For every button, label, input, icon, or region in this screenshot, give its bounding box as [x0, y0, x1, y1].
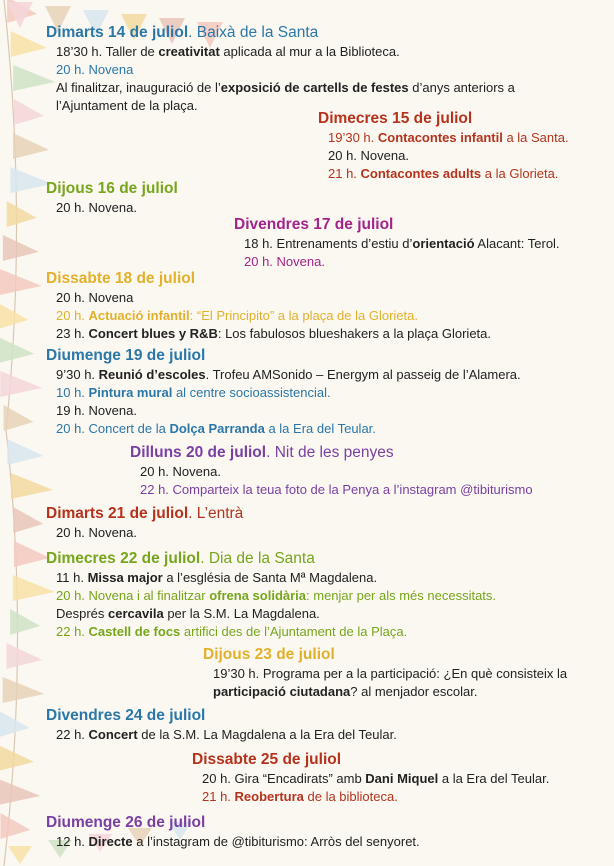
day-subtitle: . Baixà de la Santa [188, 24, 319, 41]
bunting-flag [0, 371, 42, 397]
event-line: 20 h. Actuació infantil: “El Principito” a la plaça de la Glorieta. [56, 308, 418, 323]
day-heading [203, 645, 583, 665]
day-date: Divendres 24 de juliol [46, 707, 206, 724]
event-line: 20 h. Novena. [56, 525, 137, 540]
event-line: 20 h. Novena [56, 62, 134, 77]
day-subtitle: . L’entrà [188, 505, 244, 522]
event-line: 12 h. Directe a l’instagram de @tibiturismo: Arròs del senyoret. [56, 834, 420, 849]
day-subtitle: . Nit de les penyes [266, 444, 394, 461]
event-line: 10 h. Pintura mural al centre socioassistencial. [56, 385, 331, 400]
day-heading [46, 23, 606, 43]
event-line: 20 h. Gira “Encadirats” amb Dani Miquel a la Era del Teular. [202, 771, 550, 786]
event-line: Després cercavila per la S.M. La Magdalena. [56, 606, 320, 621]
bunting-flag [10, 609, 40, 635]
day-heading [192, 750, 549, 770]
bunting-flag [0, 269, 42, 295]
day-date: Dissabte 18 de juliol [46, 270, 196, 287]
day-heading [46, 269, 491, 289]
day-date: Dimecres 22 de juliol [46, 550, 201, 567]
bunting-string [4, 0, 18, 866]
bunting-flag [11, 31, 47, 57]
day-date: Dissabte 25 de juliol [192, 751, 342, 768]
bunting-flag [0, 813, 30, 839]
event-line: 21 h. Reobertura de la biblioteca. [202, 789, 398, 804]
event-line: 20 h. Novena. [244, 254, 325, 269]
day-diumenge-19 [46, 346, 521, 438]
event-line: 9’30 h. Reunió d’escoles. Trofeu AMSonido – Energym al passeig de l’Alamera. [56, 367, 521, 382]
day-date: Diumenge 19 de juliol [46, 347, 206, 364]
bunting-flag [0, 337, 34, 363]
bunting-flag [8, 846, 32, 864]
event-line: 19’30 h. Programa per a la participació: ¿En què consisteix la participació ciutadana? al menjador escolar. [213, 666, 568, 699]
bunting-flag [14, 541, 50, 567]
day-dissabte-18 [46, 269, 491, 343]
bunting-flag [0, 745, 34, 771]
event-line: Al finalitzar, inauguració de l’exposició de cartells de festes d’anys anteriors a l’Ajuntament de la plaça. [56, 80, 515, 113]
day-heading [46, 346, 521, 366]
day-divendres-17 [234, 215, 560, 271]
bunting-flag [7, 439, 43, 465]
day-heading [46, 706, 397, 726]
day-heading [46, 549, 496, 569]
event-line: 22 h. Comparteix la teua foto de la Penya a l’instagram @tibiturismo [140, 482, 533, 497]
bunting-flag [3, 677, 45, 703]
event-line: 22 h. Castell de focs artifici des de l’Ajuntament de la Plaça. [56, 624, 408, 639]
bunting-flag [4, 405, 34, 431]
day-date: Dijous 23 de juliol [203, 646, 335, 663]
day-date: Dijous 16 de juliol [46, 180, 178, 197]
day-dissabte-25 [192, 750, 549, 806]
bunting-flag [13, 507, 43, 533]
event-line: 19 h. Novena. [56, 403, 137, 418]
event-line: 19’30 h. Contacontes infantil a la Santa. [328, 130, 569, 145]
day-heading [318, 109, 569, 129]
bunting-flag [0, 779, 40, 805]
day-heading [46, 813, 420, 833]
bunting-flag [13, 133, 49, 159]
bunting-flag [6, 643, 42, 669]
event-line: 21 h. Contacontes adults a la Glorieta. [328, 166, 559, 181]
day-dilluns-20 [130, 443, 533, 499]
day-divendres-24 [46, 706, 397, 744]
day-date: Dilluns 20 de juliol [130, 444, 267, 461]
day-dijous-16 [46, 179, 178, 217]
day-dimecres-22 [46, 549, 496, 641]
bunting-flag [11, 473, 53, 499]
event-line: 20 h. Novena i al finalitzar ofrena solidària: menjar per als més necessitats. [56, 588, 497, 603]
day-heading [234, 215, 560, 235]
day-subtitle: . Dia de la Santa [200, 550, 315, 567]
day-dimarts-21 [46, 504, 243, 542]
bunting-flag [7, 201, 37, 227]
day-diumenge-26 [46, 813, 420, 851]
day-dimarts-14 [46, 23, 606, 115]
day-date: Diumenge 26 de juliol [46, 814, 206, 831]
day-date: Divendres 17 de juliol [234, 216, 394, 233]
day-date: Dimecres 15 de juliol [318, 110, 473, 127]
event-line: 20 h. Concert de la Dolça Parranda a la Era del Teular. [56, 421, 376, 436]
event-line: 20 h. Novena. [56, 200, 137, 215]
event-line: 18’30 h. Taller de creativitat aplicada al mur a la Biblioteca. [56, 44, 400, 59]
event-line: 20 h. Novena [56, 290, 134, 305]
event-line: 23 h. Concert blues y R&B: Los fabulosos blueshakers a la plaça Glorieta. [56, 326, 492, 341]
event-line: 18 h. Entrenaments d’estiu d’orientació Alacant: Terol. [244, 236, 560, 251]
day-dimecres-15 [318, 109, 569, 183]
bunting-flag [14, 99, 44, 125]
day-heading [46, 504, 243, 524]
event-line: 11 h. Missa major a l’església de Santa Mª Magdalena. [56, 570, 378, 585]
day-date: Dimarts 21 de juliol [46, 505, 189, 522]
event-line: 20 h. Novena. [140, 464, 221, 479]
day-heading [130, 443, 533, 463]
day-date: Dimarts 14 de juliol [46, 24, 189, 41]
event-line: 22 h. Concert de la S.M. La Magdalena a la Era del Teular. [56, 727, 397, 742]
day-heading [46, 179, 178, 199]
bunting-flag [3, 235, 39, 261]
event-line: 20 h. Novena. [328, 148, 409, 163]
day-dijous-23 [203, 645, 583, 701]
